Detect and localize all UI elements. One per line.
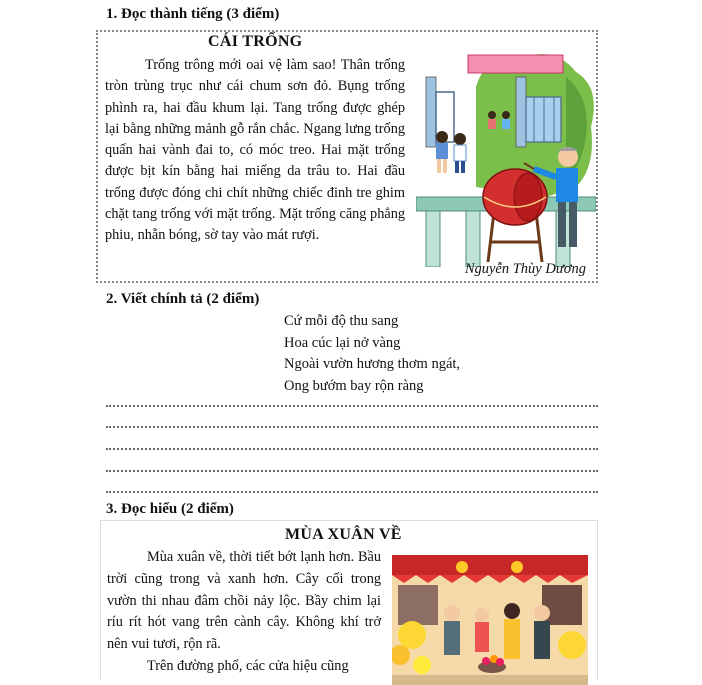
passage-line: trống tròn trùng trục như cái chum sơn đỏ.	[105, 57, 405, 95]
passage-text	[105, 55, 405, 247]
passage-line: chắc. Ngang lưng trống quấn hai vành đai to,	[105, 120, 405, 159]
passage-title: CÁI TRỐNG	[208, 33, 303, 50]
passage-line: Bầy chim lại ríu rít hót vang trên cành	[107, 592, 381, 631]
passage-line: trong vườn thi nhau đâm chồi nảy lộc.	[107, 570, 381, 609]
passage-line: có móc treo. Hai mặt trống được bịt kín bằng	[105, 142, 406, 180]
passage-line: trống được ghép lại bằng những mảnh gỗ rắn	[105, 99, 405, 137]
dictation-poem	[284, 311, 460, 397]
section3-heading: 3. Đọc hiểu (2 điểm)	[106, 501, 234, 517]
poem-line: Ngoài vườn hương thơm ngát,	[284, 356, 461, 372]
poem-line: Ong bướm bay rộn ràng	[284, 377, 424, 394]
answer-line[interactable]	[106, 446, 598, 450]
answer-line[interactable]	[106, 489, 598, 493]
spring-market-illustration	[392, 555, 588, 685]
answer-line[interactable]	[106, 468, 598, 472]
section1-heading: 1. Đọc thành tiếng (3 điểm)	[106, 6, 280, 22]
passage-line: Mùa xuân về, thời tiết bớt lạnh hơn.	[147, 549, 355, 565]
poem-line: Hoa cúc lại nở vàng	[284, 334, 401, 351]
answer-line[interactable]	[106, 424, 598, 428]
passage-line: Bầu trời cũng trong và xanh hơn. Cây cối	[107, 549, 381, 587]
passage-line: chi chít những chiếc đinh tre ghim chặt tang	[105, 184, 405, 223]
passage-line: Trên đường phố, các cửa hiệu cũng	[147, 657, 349, 674]
reading-passage-box	[96, 30, 598, 283]
passage-line: cây. Không khí trở nên vui tươi, rộn rã.	[107, 614, 382, 653]
comprehension-passage-box	[100, 520, 598, 680]
passage-author: Nguyễn Thùy Dương	[464, 261, 586, 277]
passage-line: hai miếng da trâu to. Hai đầu trống được đóng	[105, 163, 405, 201]
passage-line: phiu, nhẵn bóng, sờ tay vào mát rượi.	[105, 227, 320, 244]
passage-line: trống với mặt trống. Mặt trống căng phẳng	[160, 206, 405, 223]
passage-line: Bụng trống phình ra, hai đầu khum lại. Tang	[105, 78, 405, 116]
section2-heading: 2. Viết chính tả (2 điểm)	[106, 291, 260, 307]
answer-line[interactable]	[106, 403, 598, 407]
passage-line: Trống trông mới oai vệ làm sao! Thân	[145, 57, 371, 73]
drum-school-illustration	[416, 47, 596, 267]
passage-text	[107, 547, 381, 678]
passage-title: MÙA XUÂN VỀ	[285, 526, 402, 543]
poem-line: Cứ mỗi độ thu sang	[284, 313, 399, 329]
